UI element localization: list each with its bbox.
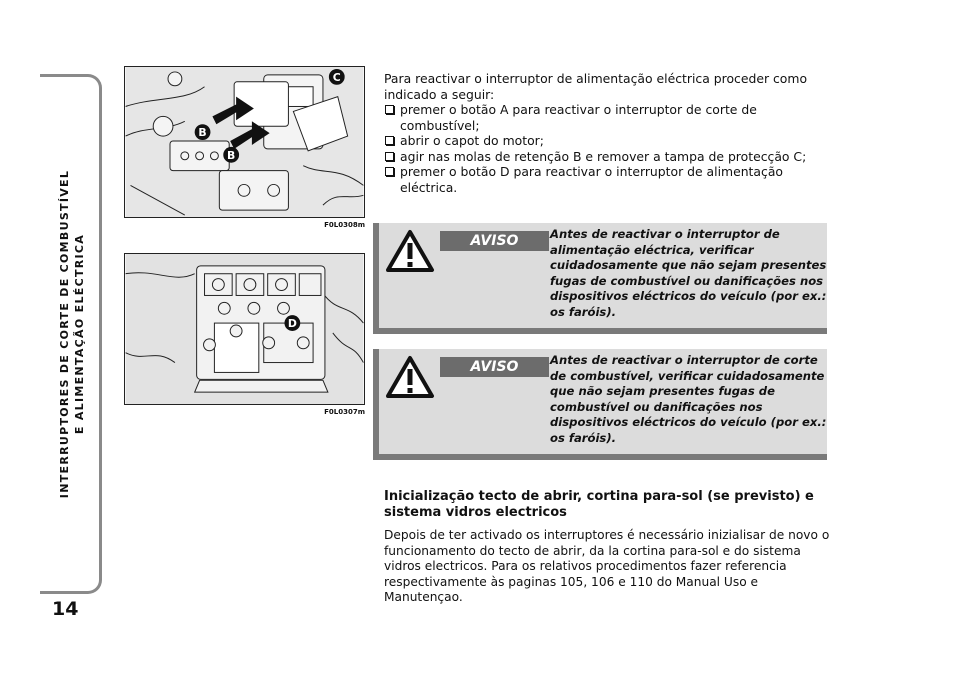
- warning-box: [373, 223, 827, 334]
- label-c: C: [332, 70, 341, 84]
- page-number: 14: [52, 598, 79, 620]
- instructions: [384, 71, 834, 195]
- step-text: premer o botão A para reactivar o interruptor de corte de combustível;: [400, 102, 757, 133]
- step-text: agir nas molas de retenção B e remover a tampa de protecção C;: [400, 148, 807, 164]
- checkbox-bullet-icon: [385, 136, 394, 145]
- step-item: [384, 133, 834, 149]
- section-body: Depois de ter activado os interruptores é necessário inizialisar de novo o funcionamento do tecto de abrir, da la cortina para-sol e do sistema vidros electricos. Para os relativos procedimentos fazer referencia respectivamente às paginas 105, 106 e 110 do Manual Uso e Manutençao.: [384, 528, 830, 604]
- step-item: [384, 149, 834, 165]
- figure-code: F0L0307m: [324, 408, 365, 416]
- warning-text: Antes de reactivar o interruptor de corte de combustível, verificar cuidadosamente que não sejam presentes fugas de combustível ou danificações nos dispositivos eléctricos do veículo (por ex.: os faróis).: [550, 353, 827, 445]
- callout-c: [329, 69, 345, 85]
- checkbox-bullet-icon: [385, 105, 394, 114]
- callout-d: [284, 315, 300, 331]
- warning-tag: AVISO: [440, 231, 549, 251]
- warning-text: Antes de reactivar o interruptor de alimentação eléctrica, verificar cuidadosamente que não sejam presentes fugas de combustível ou danificações nos dispositivos eléctricos do veículo (por ex.: os faróis).: [550, 227, 827, 319]
- warning-triangle-icon: [385, 229, 435, 273]
- engine-bay-illustration-2: [124, 253, 365, 405]
- label-d: D: [287, 317, 297, 331]
- warning-triangle-icon: [385, 355, 435, 399]
- warning-box: [373, 349, 827, 460]
- chapter-title-line1: INTERRUPTORES DE CORTE DE COMBUSTÍVEL: [58, 169, 71, 499]
- checkbox-bullet-icon: [385, 167, 394, 176]
- checkbox-bullet-icon: [385, 152, 394, 161]
- warning-tag: AVISO: [440, 357, 549, 377]
- step-text: premer o botão D para reactivar o interruptor de alimentação eléctrica.: [400, 164, 783, 195]
- figure-code: F0L0308m: [324, 221, 365, 229]
- step-item: [384, 102, 834, 133]
- step-item: [384, 164, 834, 195]
- label-b-upper: B: [198, 126, 207, 140]
- chapter-title-line2: E ALIMENTAÇÃO ELÉCTRICA: [73, 233, 86, 435]
- label-b-lower: B: [227, 148, 236, 162]
- step-text: abrir o capot do motor;: [400, 133, 544, 148]
- instructions-lead: Para reactivar o interruptor de alimentação eléctrica proceder como indicado a seguir:: [384, 71, 808, 102]
- callout-b-lower: [223, 147, 239, 163]
- section-title: Inicialização tecto de abrir, cortina para-sol (se previsto) e sistema vidros electricos: [384, 489, 814, 520]
- figure-fuse-box-cover: [124, 66, 365, 229]
- callout-b-upper: [195, 124, 211, 140]
- chapter-title: [52, 84, 92, 584]
- engine-bay-illustration-1: [124, 66, 365, 218]
- step-list: [384, 102, 834, 195]
- figure-fuse-box-open: [124, 253, 365, 416]
